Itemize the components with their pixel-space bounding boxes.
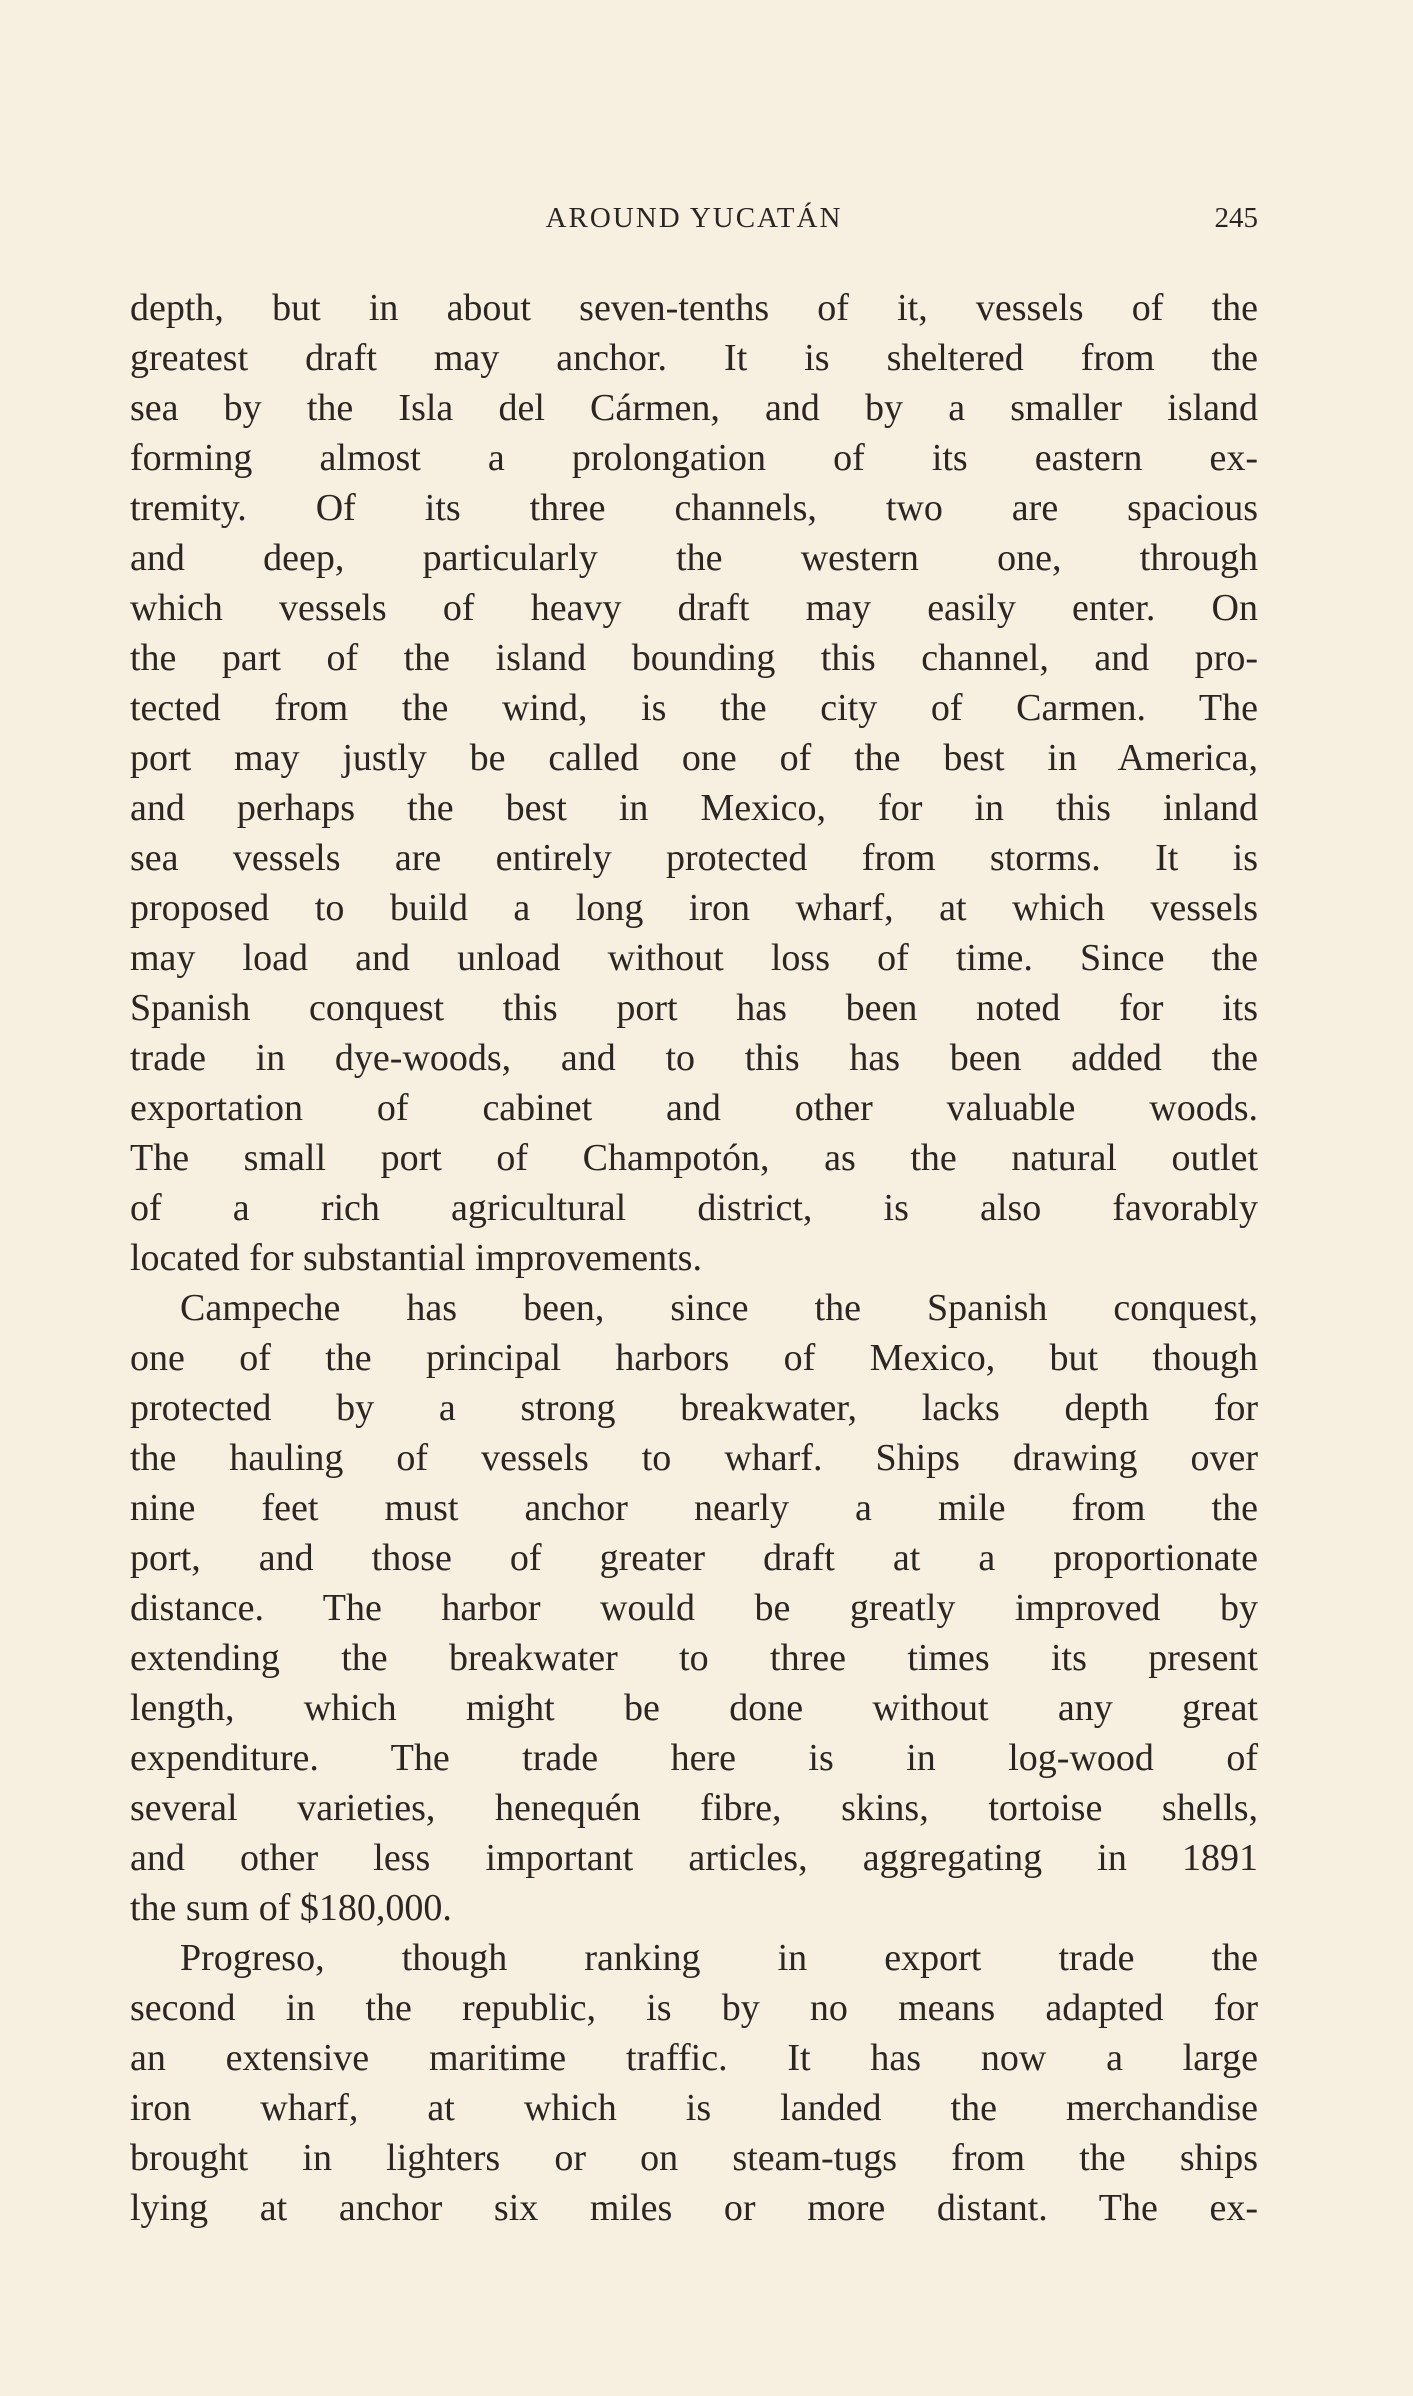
text-line: extending the breakwater to three times its present xyxy=(130,1637,1258,1679)
text-line: distance. The harbor would be greatly improved by xyxy=(130,1587,1258,1629)
text-line: and other less important articles, aggregating in 1891 xyxy=(130,1837,1258,1879)
text-line: several varieties, henequén fibre, skins, tortoise shells, xyxy=(130,1787,1258,1829)
text-line: tected from the wind, is the city of Carmen. The xyxy=(130,687,1258,729)
text-line: sea by the Isla del Cármen, and by a smaller island xyxy=(130,387,1258,429)
text-line: The small port of Champotón, as the natural outlet xyxy=(130,1137,1258,1179)
text-line: the sum of $180,000. xyxy=(130,1887,452,1929)
paragraph-harbor-carmen xyxy=(130,283,1258,1283)
page-number: 245 xyxy=(1214,202,1258,234)
text-line: and deep, particularly the western one, through xyxy=(130,537,1258,579)
text-line: protected by a strong breakwater, lacks depth for xyxy=(130,1387,1258,1429)
text-line: the hauling of vessels to wharf. Ships drawing over xyxy=(130,1437,1258,1479)
text-line: Campeche has been, since the Spanish conquest, xyxy=(180,1287,1258,1329)
text-line: depth, but in about seven-tenths of it, vessels of the xyxy=(130,287,1258,329)
text-line: may load and unload without loss of time. Since the xyxy=(130,937,1258,979)
text-line: Progreso, though ranking in export trade the xyxy=(180,1937,1258,1979)
text-line: sea vessels are entirely protected from storms. It is xyxy=(130,837,1258,879)
paragraph-campeche xyxy=(130,1283,1258,1933)
text-line: iron wharf, at which is landed the merchandise xyxy=(130,2087,1258,2129)
running-head xyxy=(130,198,1258,238)
text-line: the part of the island bounding this channel, and pro- xyxy=(130,637,1258,679)
text-line: trade in dye-woods, and to this has been added the xyxy=(130,1037,1258,1079)
text-line: of a rich agricultural district, is also favorably xyxy=(130,1187,1258,1229)
text-line: Spanish conquest this port has been noted for its xyxy=(130,987,1258,1029)
text-line: nine feet must anchor nearly a mile from the xyxy=(130,1487,1258,1529)
text-line: second in the republic, is by no means adapted for xyxy=(130,1987,1258,2029)
running-title: AROUND YUCATÁN xyxy=(545,202,843,234)
text-line: forming almost a prolongation of its eastern ex- xyxy=(130,437,1258,479)
text-line: which vessels of heavy draft may easily enter. On xyxy=(130,587,1258,629)
text-line: one of the principal harbors of Mexico, but though xyxy=(130,1337,1258,1379)
text-line: port, and those of greater draft at a proportionate xyxy=(130,1537,1258,1579)
text-line: port may justly be called one of the best in America, xyxy=(130,737,1258,779)
text-line: length, which might be done without any great xyxy=(130,1687,1258,1729)
text-line: tremity. Of its three channels, two are spacious xyxy=(130,487,1258,529)
text-line: lying at anchor six miles or more distant. The ex- xyxy=(130,2187,1258,2229)
text-line: and perhaps the best in Mexico, for in this inland xyxy=(130,787,1258,829)
text-line: located for substantial improvements. xyxy=(130,1237,702,1279)
text-line: greatest draft may anchor. It is sheltered from the xyxy=(130,337,1258,379)
text-line: proposed to build a long iron wharf, at which vessels xyxy=(130,887,1258,929)
text-line: an extensive maritime traffic. It has now a large xyxy=(130,2037,1258,2079)
paragraph-progreso xyxy=(130,1933,1258,2233)
body-text xyxy=(130,283,1258,2233)
text-line: brought in lighters or on steam-tugs from the ships xyxy=(130,2137,1258,2179)
text-line: expenditure. The trade here is in log-wood of xyxy=(130,1737,1258,1779)
text-line: exportation of cabinet and other valuable woods. xyxy=(130,1087,1258,1129)
